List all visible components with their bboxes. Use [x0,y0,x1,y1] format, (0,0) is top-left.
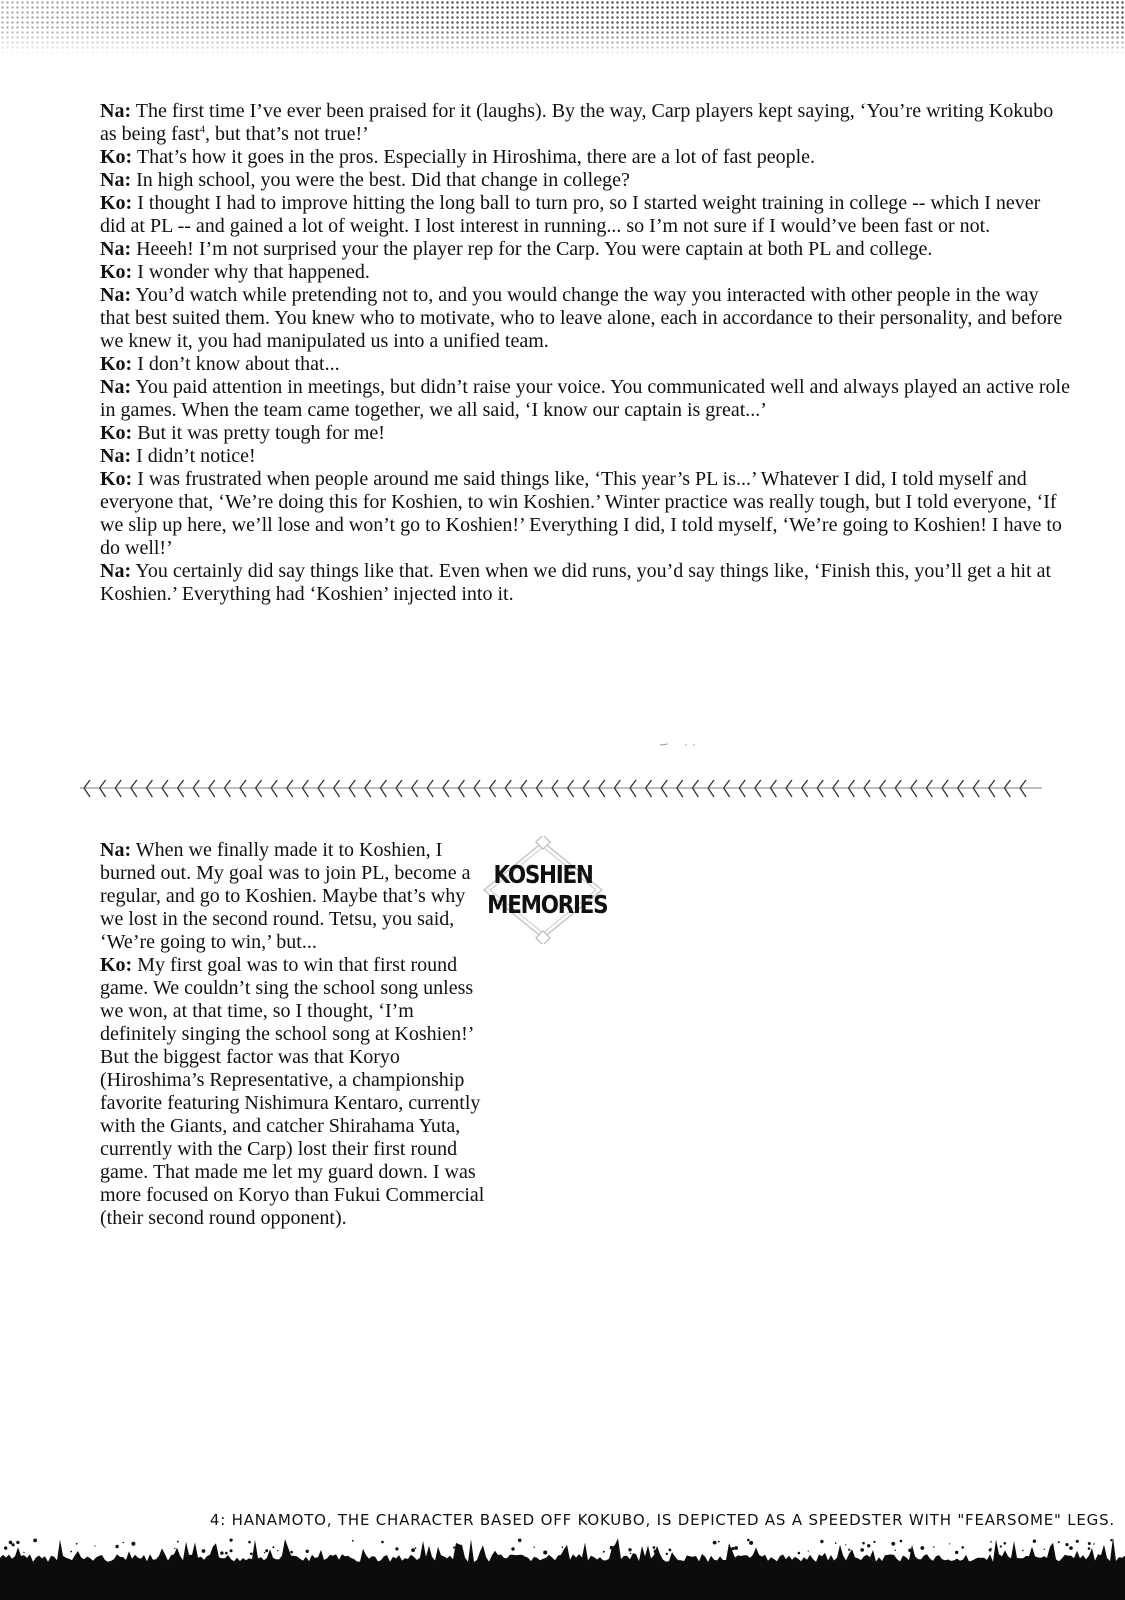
speaker-label: Na: [100,169,132,191]
dialogue-text: That’s how it goes in the pros. Especially in Hiroshima, there are a lot of fast people. [136,146,816,168]
dialogue-text: I thought I had to improve hitting the long ball to turn pro, so I started weight training in college -- which I never did at PL -- and gained a lot of weight. I lost interest in running... so I’m not sure if I would’ve been fast or not. [100,192,1041,237]
dialogue-line [100,468,1070,560]
grass-silhouette-border [0,1528,1125,1600]
dialogue-line [100,284,1070,353]
dialogue-text: Heeeh! I’m not surprised your the player rep for the Carp. You were captain at both PL and college. [136,238,933,260]
dialogue-text: The first time I’ve ever been praised for it (laughs). By the way, Carp players kept saying, ‘You’re writing Kokubo as being fast [100,100,1054,145]
speaker-label: Ko: [100,468,133,490]
speaker-label: Ko: [100,261,133,283]
koshien-memories-badge [478,836,608,944]
dialogue-text: When we finally made it to Koshien, I burned out. My goal was to join PL, become a regular, and go to Koshien. Maybe that’s why we lost in the second round. Tetsu, you said, ‘We’re going to win,’ but... [100,839,471,953]
speaker-label: Ko: [100,353,133,375]
dialogue-line [100,353,1070,376]
speaker-label: Na: [100,284,132,306]
speaker-label: Na: [100,560,132,582]
speaker-label: Na: [100,238,132,260]
dialogue-line [100,839,485,954]
dialogue-text: But it was pretty tough for me! [137,422,385,444]
badge-title-line1: KOSHIEN [493,860,593,889]
speaker-label: Na: [100,445,132,467]
badge-title-line2: MEMORIES [487,890,608,919]
baseball-stitch-divider [80,777,1042,801]
footnote-marker: 4 [199,124,205,136]
dialogue-text: I was frustrated when people around me said things like, ‘This year’s PL is...’ Whatever I did, I told myself and everyone that, ‘We’re doing this for Koshien, to win Koshien.’ Winter practice was really tough, but I told everyone, ‘If we slip up here, we’ll lose and won’t go to Koshien!’ Everything I did, I told myself, ‘We’re going to Koshien! I have to do well!’ [100,468,1062,559]
dialogue-line [100,100,1070,146]
dialogue-line [100,261,1070,284]
dialogue-line [100,422,1070,445]
footnote: 4: HANAMOTO, THE CHARACTER BASED OFF KOKUBO, IS DEPICTED AS A SPEEDSTER WITH "FEARSOME" LEGS. [209,1511,1115,1529]
dialogue-line [100,954,485,1230]
dialogue-line [100,238,1070,261]
dialogue-text: You certainly did say things like that. Even when we did runs, you’d say things like, ‘Finish this, you’ll get a hit at Koshien.’ Everything had ‘Koshien’ injected into it. [100,560,1052,605]
dialogue-line [100,445,1070,468]
dialogue-text: In high school, you were the best. Did that change in college? [136,169,630,191]
koshien-memories-text [100,839,485,1230]
ink-speck [660,742,710,748]
speaker-label: Na: [100,100,132,122]
dialogue-text: You paid attention in meetings, but didn’t raise your voice. You communicated well and always played an active role in games. When the team came together, we all said, ‘I know our captain is great...’ [100,376,1070,421]
dialogue-text: My first goal was to win that first round game. We couldn’t sing the school song unless we won, at that time, so I thought, ‘I’m definitely singing the school song at Koshien!’ But the biggest factor was that Koryo (Hiroshima’s Representative, a championship favorite featuring Nishimura Kentaro, currently with the Giants, and catcher Shirahama Yuta, currently with the Carp) lost their first round game. That made me let my guard down. I was more focused on Koryo than Fukui Commercial (their second round opponent). [100,954,485,1229]
dialogue-line [100,146,1070,169]
speaker-label: Na: [100,839,132,861]
speaker-label: Ko: [100,422,133,444]
interview-text [100,100,1070,606]
dialogue-text: You’d watch while pretending not to, and you would change the way you interacted with other people in the way that best suited them. You knew who to motivate, who to leave alone, each in accordance to their personality, and before we knew it, you had manipulated us into a unified team. [100,284,1063,352]
dialogue-text: I wonder why that happened. [137,261,370,283]
speaker-label: Ko: [100,146,133,168]
halftone-border-fade [0,0,1125,56]
speaker-label: Na: [100,376,132,398]
dialogue-text: I didn’t notice! [136,445,256,467]
dialogue-text-end: , but that’s not true!’ [204,123,369,145]
dialogue-line [100,169,1070,192]
dialogue-line [100,192,1070,238]
dialogue-line [100,376,1070,422]
dialogue-line [100,560,1070,606]
speaker-label: Ko: [100,192,133,214]
dialogue-text: I don’t know about that... [137,353,340,375]
speaker-label: Ko: [100,954,133,976]
